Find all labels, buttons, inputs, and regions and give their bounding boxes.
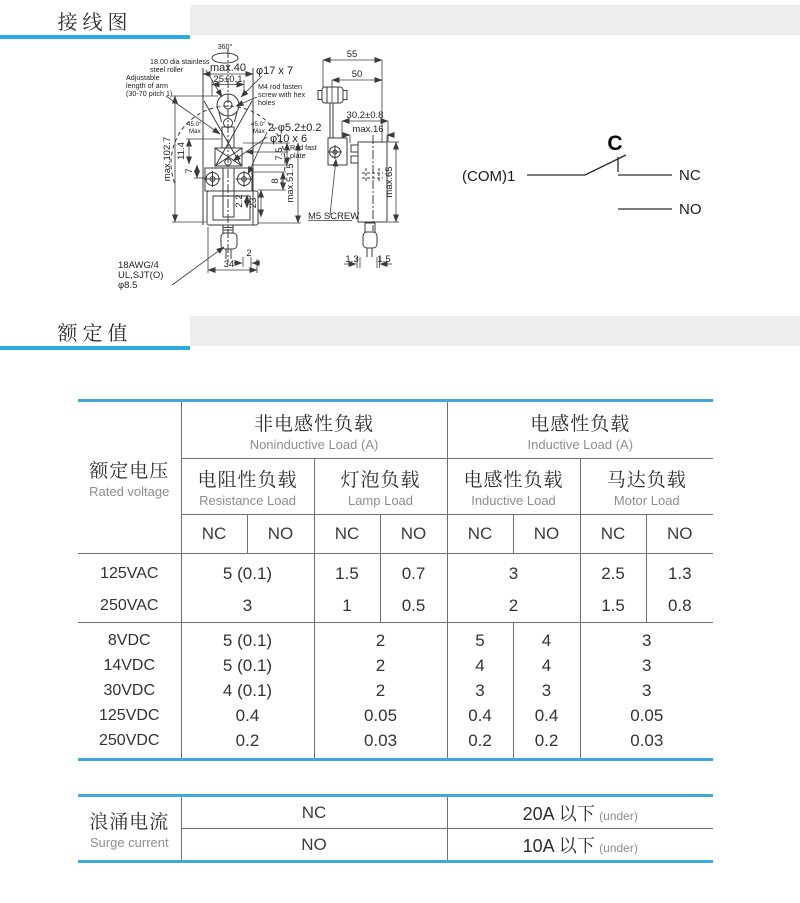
side-wires xyxy=(367,248,372,257)
dim-2phi52-label: 2-φ5.2±0.2 xyxy=(268,122,322,134)
swing-right-label-2: Max xyxy=(253,128,265,135)
sub-resistance-header xyxy=(181,459,314,515)
surge-contact-no: NO xyxy=(181,829,447,862)
side-plunger-2 xyxy=(351,156,358,163)
cell-inductive-nc: 3 xyxy=(447,678,513,703)
cell-inductive-nc: 5 xyxy=(447,623,513,654)
cell-inductive-no: 4 xyxy=(513,623,580,654)
cell-inductive: 3 xyxy=(447,554,580,591)
dim-34-label: 34 xyxy=(223,259,235,270)
dim-302-label: 30.2±0.8 xyxy=(346,110,384,121)
swing-left-label-1: 45.0° xyxy=(187,121,202,128)
rating-table xyxy=(78,399,713,761)
cell-lamp: 2 xyxy=(314,678,447,703)
rating-section-title: 额定值 xyxy=(0,316,190,350)
cell-motor-nc: 1.5 xyxy=(580,590,646,623)
group-noninductive-zh: 非电感性负载 xyxy=(254,413,375,435)
contact-header: NC xyxy=(580,515,646,554)
group-noninductive-en: Noninductive Load (A) xyxy=(249,436,379,452)
sub-inductive-header xyxy=(447,459,580,515)
cell-inductive: 2 xyxy=(447,590,580,623)
arm-label-2: length of arm xyxy=(126,81,168,90)
surge-current-table xyxy=(78,794,713,863)
dim-23-label: 23 xyxy=(248,197,259,209)
dim-15-label: 1.5 xyxy=(377,254,391,265)
rating-section-bar xyxy=(0,316,800,346)
cell-motor: 0.05 xyxy=(630,705,664,725)
cell-resistance: 5 (0.1) xyxy=(181,653,314,678)
cell-motor-nc: 2.5 xyxy=(580,554,646,591)
surge-value-no xyxy=(447,829,713,862)
cell-motor: 3 xyxy=(642,655,652,675)
dim-13-label: 1.3 xyxy=(345,254,359,265)
m5-screw-label: M5 SCREW xyxy=(308,211,360,222)
cell-lamp: 0.03 xyxy=(314,728,447,760)
cell-resistance: 5 (0.1) xyxy=(181,554,314,591)
dim-max65-label: max.65 xyxy=(384,166,395,198)
cell-lamp-nc: 1.5 xyxy=(314,554,380,591)
cell-resistance: 0.4 xyxy=(181,703,314,728)
m4-label-1: M4 rod fasten xyxy=(258,82,302,91)
dim-25-label: 25±0.1 xyxy=(213,74,243,85)
cell-motor: 3 xyxy=(642,680,652,700)
swing-right-label-1: 45.0° xyxy=(251,121,266,128)
cell-voltage: 8VDC xyxy=(78,623,181,654)
circuit-nc-label: NC xyxy=(679,167,701,184)
dim-phi10-label: φ10 x 6 xyxy=(270,133,308,145)
side-roller-tab-left xyxy=(318,91,322,100)
sub-lamp-zh: 灯泡负载 xyxy=(340,470,421,491)
cell-lamp-nc: 1 xyxy=(314,590,380,623)
arm-label-1: Adjustable xyxy=(126,73,160,82)
group-inductive-en: Inductive Load (A) xyxy=(527,436,634,452)
rod-plate-label-2: plate xyxy=(290,151,306,160)
cable-label-1: 18AWG/4 xyxy=(118,260,159,271)
dim-max40-label: max.40 xyxy=(209,62,247,74)
circuit-c-label: C xyxy=(607,132,623,155)
dim-75-label: 7.5 xyxy=(274,147,285,161)
sub-motor-header xyxy=(580,459,713,515)
dim-max16-label: max.16 xyxy=(352,124,384,135)
cell-inductive-no: 4 xyxy=(513,653,580,678)
surge-value-nc-note: (under) xyxy=(599,808,638,823)
rated-voltage-en: Rated voltage xyxy=(89,484,170,499)
cell-inductive-nc: 0.4 xyxy=(447,703,513,728)
cable-label-2: UL,SJT(O) xyxy=(118,270,164,281)
cell-lamp: 2 xyxy=(314,623,447,654)
side-plunger-1 xyxy=(351,145,358,152)
side-arm xyxy=(330,103,333,138)
cell-lamp: 0.05 xyxy=(314,703,447,728)
sub-lamp-header xyxy=(314,459,447,515)
circuit-com-label: (COM)1 xyxy=(462,168,516,185)
sub-lamp-en: Lamp Load xyxy=(347,493,414,508)
sub-motor-zh: 马达负载 xyxy=(606,470,687,491)
table-row-30vdc xyxy=(78,678,713,703)
dim-2-label: 2 xyxy=(246,248,252,259)
contact-header: NC xyxy=(447,515,513,554)
cell-lamp-no: 0.5 xyxy=(380,590,447,623)
dim-max515-label: max.51.5 xyxy=(285,163,296,203)
contact-header: NC xyxy=(181,515,247,554)
cell-inductive-no: 3 xyxy=(513,678,580,703)
cable-gland xyxy=(221,233,237,249)
wiring-diagram xyxy=(0,35,800,297)
table-row-250vac xyxy=(78,590,713,623)
sub-motor-en: Motor Load xyxy=(613,493,680,508)
wiring-section-bar xyxy=(0,5,800,35)
side-roller xyxy=(322,87,343,103)
group-inductive-header xyxy=(447,401,713,459)
cell-voltage: 250VAC xyxy=(78,590,181,623)
cable-label-3: φ8.5 xyxy=(118,280,138,291)
cell-motor: 0.03 xyxy=(630,730,664,750)
side-screw-cross xyxy=(328,145,342,159)
bolt-left-cross xyxy=(204,171,221,187)
circuit-diagram xyxy=(462,132,702,218)
cell-voltage: 250VDC xyxy=(78,728,181,760)
roller-label-1: 18.00 dia stainless xyxy=(150,57,210,66)
contact-header: NO xyxy=(380,515,447,554)
arm-label-3: (30-70 pitch 1) xyxy=(126,89,173,98)
dim-max1027-label: max.102.7 xyxy=(162,136,173,182)
group-noninductive-header xyxy=(181,401,447,459)
table-row-8vdc xyxy=(78,623,713,654)
contact-header: NO xyxy=(247,515,314,554)
cell-voltage: 125VDC xyxy=(78,703,181,728)
side-roller-detail xyxy=(327,87,338,103)
group-inductive-zh: 电感性负载 xyxy=(530,413,631,435)
table-row-250vdc xyxy=(78,728,713,760)
roller-label-2: steel roller xyxy=(150,65,184,74)
surge-current-en: Surge current xyxy=(89,835,169,850)
contact-header: NC xyxy=(314,515,380,554)
circuit-no-label: NO xyxy=(679,201,702,218)
rated-voltage-header xyxy=(78,401,181,554)
table-row-14vdc xyxy=(78,653,713,678)
dim-55-label: 55 xyxy=(346,49,358,60)
rotation-label: 360° xyxy=(217,42,233,51)
surge-current-header xyxy=(78,796,181,862)
cell-voltage: 125VAC xyxy=(78,554,181,591)
dim-7-label: 7 xyxy=(184,168,195,174)
dim-8-label: 8 xyxy=(270,178,281,184)
circuit-wires xyxy=(527,155,672,209)
cell-resistance: 4 (0.1) xyxy=(181,678,314,703)
dim-50-label: 50 xyxy=(351,69,363,80)
surge-value-nc-text: 20A 以下 xyxy=(522,803,595,824)
surge-contact-nc: NC xyxy=(181,796,447,829)
surge-value-no-text: 10A 以下 xyxy=(522,835,595,856)
surge-value-no-note: (under) xyxy=(599,840,638,855)
cable-stem-threads xyxy=(223,228,233,231)
swing-left-label-2: Max xyxy=(189,128,201,135)
sub-resistance-en: Resistance Load xyxy=(199,493,296,508)
m4-label-3: holes xyxy=(258,98,276,107)
contact-header: NO xyxy=(513,515,580,554)
cell-lamp: 2 xyxy=(314,653,447,678)
cell-inductive-no: 0.4 xyxy=(513,703,580,728)
side-view xyxy=(308,49,399,268)
surge-current-zh: 浪涌电流 xyxy=(89,812,170,833)
cell-inductive-nc: 4 xyxy=(447,653,513,678)
cell-inductive-no: 0.2 xyxy=(513,728,580,760)
m4-label-2: screw with hex xyxy=(258,90,306,99)
cell-resistance: 0.2 xyxy=(181,728,314,760)
cell-voltage: 30VDC xyxy=(78,678,181,703)
cell-motor: 3 xyxy=(642,630,652,650)
bolt-right-cross xyxy=(236,171,253,187)
dim-22-label: 2.2 xyxy=(234,194,245,208)
cell-motor-no: 0.8 xyxy=(646,590,713,623)
cell-voltage: 14VDC xyxy=(78,653,181,678)
dim-114-label: 11.4 xyxy=(176,142,187,160)
side-gland xyxy=(363,232,377,248)
table-row-125vdc xyxy=(78,703,713,728)
cell-inductive-nc: 0.2 xyxy=(447,728,513,760)
cell-resistance: 3 xyxy=(181,590,314,623)
wiring-section-title: 接线图 xyxy=(0,5,190,39)
side-roller-tab-right xyxy=(343,91,347,100)
cell-lamp-no: 0.7 xyxy=(380,554,447,591)
table-row-125vac xyxy=(78,554,713,591)
sub-inductive-zh: 电感性负载 xyxy=(463,470,564,491)
cell-motor-no: 1.3 xyxy=(667,564,692,583)
surge-value-nc xyxy=(447,796,713,829)
rod-plate-label-1: Rod fast xyxy=(290,143,317,152)
front-view xyxy=(118,42,322,291)
contact-header: NO xyxy=(646,515,713,554)
sub-inductive-en: Inductive Load xyxy=(471,493,556,508)
rated-voltage-zh: 额定电压 xyxy=(89,461,170,482)
sub-resistance-zh: 电阻性负载 xyxy=(197,470,298,491)
cell-resistance: 5 (0.1) xyxy=(181,623,314,654)
dim-phi17-label: φ17 x 7 xyxy=(256,65,294,77)
